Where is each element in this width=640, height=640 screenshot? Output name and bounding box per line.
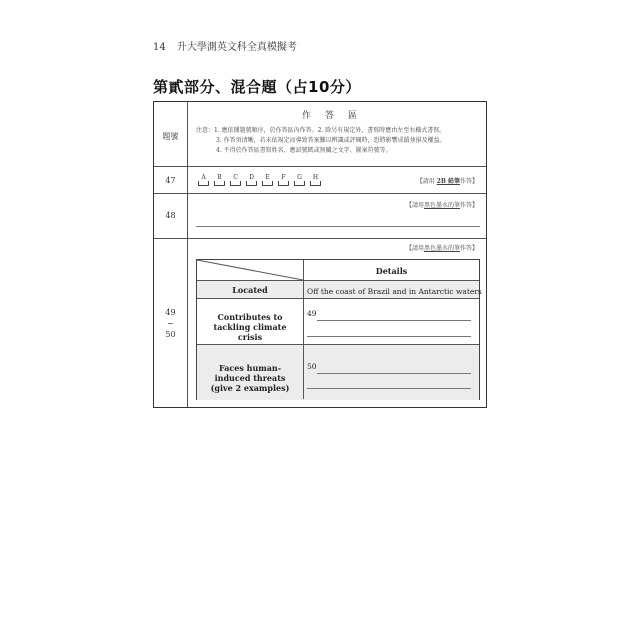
answer-line-50a[interactable] bbox=[317, 373, 471, 374]
question-number-49-50: 49 ~ 50 bbox=[165, 308, 176, 339]
answer-area-title: 作答區 bbox=[301, 111, 371, 121]
answer-line-49a[interactable] bbox=[317, 320, 471, 321]
running-head bbox=[153, 38, 297, 53]
column-divider bbox=[187, 102, 188, 407]
option-c[interactable]: C bbox=[229, 174, 242, 186]
row-label-climate: Contributes to tackling climate crisis bbox=[213, 312, 287, 342]
diagonal-header-cell bbox=[197, 260, 303, 280]
question-number-48: 48 bbox=[165, 211, 176, 220]
option-d[interactable]: D bbox=[245, 174, 258, 186]
instruction-line: 3. 作答須清晰，若未依規定而導致答案難以辨識或評閱時，恐將影響成績並損及權益。 bbox=[216, 137, 446, 144]
row-label-located: Located bbox=[232, 285, 268, 295]
book-title: 升大學測英文科全真模擬考 bbox=[176, 42, 297, 53]
pencil-instruction: 【請用 2B 鉛筆作答】 bbox=[416, 178, 478, 185]
pen-instruction: 【請用黑色墨水的筆作答】 bbox=[405, 245, 478, 252]
section-title: 第貳部分、混合題（占10分） bbox=[153, 78, 361, 96]
instruction-line: 注意：1. 應依據題號順序，於作答區內作答。2. 除另有規定外，書寫時應由左至右橫式書寫。 bbox=[196, 127, 446, 134]
located-value: Off the coast of Brazil and in Antarctic waters bbox=[307, 287, 482, 296]
answer-sheet bbox=[153, 101, 487, 408]
option-f[interactable]: F bbox=[277, 174, 290, 186]
option-h[interactable]: H bbox=[309, 174, 322, 186]
page-number: 14 bbox=[153, 42, 166, 53]
details-header: Details bbox=[375, 266, 408, 276]
answer-line-49b[interactable] bbox=[307, 336, 471, 337]
instructions bbox=[196, 126, 482, 156]
answer-line-48[interactable] bbox=[196, 226, 480, 227]
row-divider bbox=[154, 193, 486, 194]
row-divider bbox=[154, 166, 486, 167]
answer-line-50b[interactable] bbox=[307, 388, 471, 389]
option-bubbles bbox=[197, 174, 322, 186]
answer-number-49: 49 bbox=[307, 309, 317, 318]
question-number-47: 47 bbox=[165, 176, 176, 185]
option-g[interactable]: G bbox=[293, 174, 306, 186]
option-b[interactable]: B bbox=[213, 174, 226, 186]
answer-number-50: 50 bbox=[307, 362, 317, 371]
details-table bbox=[196, 259, 480, 400]
number-column-header: 題號 bbox=[162, 132, 179, 141]
instruction-line: 4. 不得於作答區書寫姓名、應試號碼或無關之文字、圖案符號等。 bbox=[216, 147, 392, 154]
option-e[interactable]: E bbox=[261, 174, 274, 186]
option-a[interactable]: A bbox=[197, 174, 210, 186]
pen-instruction: 【請用黑色墨水的筆作答】 bbox=[405, 202, 478, 209]
row-divider bbox=[154, 238, 486, 239]
row-label-threats: Faces human-induced threats (give 2 examples) bbox=[210, 363, 290, 393]
